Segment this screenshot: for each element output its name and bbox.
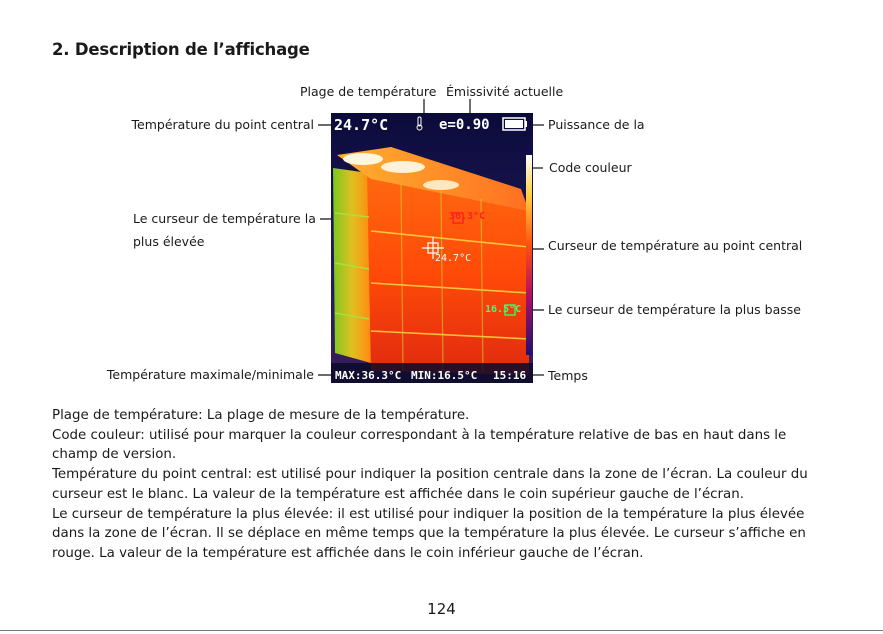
paragraph-temp-range: Plage de température: La plage de mesure de la température.: [52, 408, 470, 423]
osd-hot-label: 36.3°C: [449, 211, 486, 222]
osd-cold-label: 16.5°C: [485, 304, 522, 315]
paragraph-center-temp: Température du point central: est utilisé pour indiquer la position centrale dans la zone de l’écran. La couleur du curseur est le blanc. La valeur de la température est affichée dans le coin supérieur gauche de l’écran.: [52, 467, 808, 502]
callout-center-cursor: Curseur de température au point central: [548, 238, 803, 253]
callout-max-min: Température maximale/minimale: [106, 367, 314, 382]
callout-emissivity: Émissivité actuelle: [446, 84, 564, 99]
bottom-rule: [0, 630, 883, 631]
callout-battery: Puissance de la: [548, 117, 645, 132]
callout-temp-range: Plage de température: [300, 84, 437, 99]
paragraph-color-code: Code couleur: utilisé pour marquer la couleur correspondant à la température relative de bas en haut dans le champ de version.: [52, 427, 787, 463]
paragraph-hot-cursor: Le curseur de température la plus élevée: il est utilisé pour indiquer la position de la température la plus élevée dans la zone de l’écran. Il se déplace en même temps que la température la plus élevée. Le curseur s’affiche en rouge. La valeur de la température est affichée dans le coin inférieur gauche de l’écran.: [52, 506, 806, 561]
thermal-image: [331, 113, 533, 383]
callout-center-temp: Température du point central: [131, 117, 314, 132]
osd-time: 15:16: [493, 369, 527, 382]
callout-hot-cursor-line2: plus élevée: [133, 234, 205, 249]
osd-max: MAX:36.3°C: [335, 369, 402, 382]
callout-time: Temps: [548, 368, 588, 383]
callout-hot-cursor: Le curseur de température la: [133, 211, 316, 226]
section-heading: 2. Description de l’affichage: [52, 40, 310, 59]
callout-color-code: Code couleur: [549, 160, 632, 175]
body-text: [52, 406, 836, 564]
thermal-screen: [331, 113, 533, 383]
osd-emissivity: e=0.90: [439, 117, 490, 133]
osd-center-temp: 24.7°C: [334, 116, 389, 134]
osd-min: MIN:16.5°C: [411, 369, 478, 382]
osd-center-label: 24.7°C: [435, 253, 472, 264]
page-number: 124: [427, 600, 456, 618]
callout-cold-cursor: Le curseur de température la plus basse: [548, 302, 801, 317]
